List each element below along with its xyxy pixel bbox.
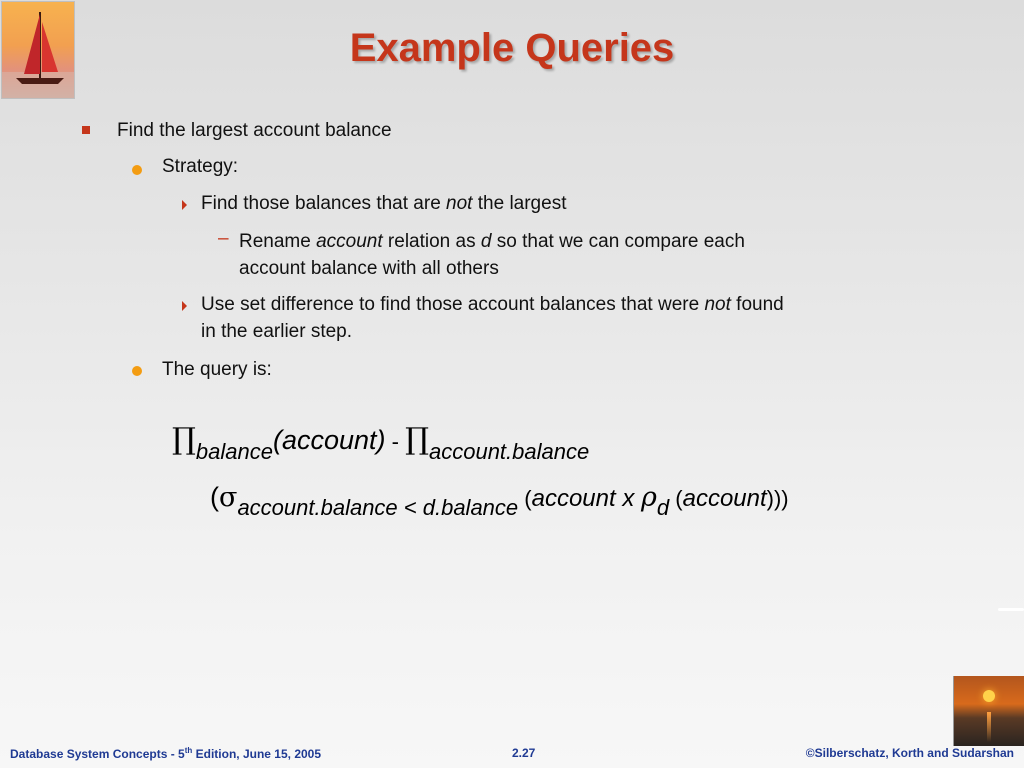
light-glint-decoration: [998, 608, 1024, 611]
sun-icon: [983, 690, 995, 702]
formula-text: account x: [531, 485, 642, 512]
footer-text: Edition, June 15, 2005: [192, 747, 322, 761]
projection-symbol: ∏: [405, 422, 429, 457]
formula-paren: (: [210, 482, 219, 512]
bullet-level2-item-strategy: Strategy:: [162, 156, 239, 177]
bullet-level2-item-query: The query is:: [162, 359, 272, 380]
selection-symbol: σ: [219, 482, 238, 513]
sun-reflection: [987, 712, 991, 742]
rename-symbol: ρ: [641, 482, 657, 513]
formula-subscript: d: [656, 495, 670, 520]
formula-subscript: account.balance < d.balance: [237, 495, 519, 520]
bullet-text: Find those balances that are: [201, 193, 447, 214]
sunset-icon: [953, 676, 1024, 746]
bullet-level3-item-set-difference: [201, 291, 784, 318]
bullet-level3-continuation: in the earlier step.: [201, 321, 353, 342]
relational-algebra-formula-line2: [210, 482, 789, 520]
bullet-level4-item-rename: [239, 228, 745, 255]
bullet-text: Use set difference to find those account balances that were: [201, 294, 705, 315]
emphasis-text: not: [704, 294, 731, 315]
emphasis-text: not: [446, 193, 473, 214]
footer-left-text: [10, 746, 321, 761]
formula-subscript: balance: [195, 439, 273, 464]
formula-subscript: account.balance: [428, 439, 590, 464]
formula-text: (account): [272, 425, 386, 455]
formula-text: account: [682, 485, 767, 512]
bullet-level4-continuation: account balance with all others: [239, 258, 499, 279]
bullet-level3-item-find-balances: [201, 190, 566, 217]
square-bullet-icon: [82, 126, 90, 134]
relational-algebra-formula-line1: [172, 422, 590, 464]
triangle-bullet-icon: [182, 301, 187, 311]
bullet-level1-item: Find the largest account balance: [117, 120, 392, 141]
footer-superscript: th: [184, 746, 193, 755]
orange-dot-bullet-icon: [132, 366, 142, 376]
bullet-text: relation as: [382, 231, 481, 252]
emphasis-text: account: [316, 231, 383, 252]
projection-symbol: ∏: [172, 422, 196, 457]
orange-dot-bullet-icon: [132, 165, 142, 175]
footer-text: Database System Concepts - 5: [10, 747, 185, 761]
bullet-text: Rename: [239, 231, 317, 252]
bullet-text: so that we can compare each: [491, 231, 745, 252]
formula-paren: ))): [766, 486, 789, 511]
bullet-text: the largest: [472, 193, 567, 214]
triangle-bullet-icon: [182, 200, 187, 210]
footer-page-number: 2.27: [512, 746, 536, 760]
emphasis-text: d: [480, 231, 492, 252]
footer-copyright: ©Silberschatz, Korth and Sudarshan: [805, 746, 1014, 760]
dash-bullet-icon: –: [218, 228, 229, 249]
slide-title: Example Queries: [349, 26, 675, 70]
formula-paren: (: [518, 486, 532, 511]
formula-operator: -: [385, 429, 406, 454]
bullet-text: found: [730, 294, 784, 315]
formula-paren: (: [669, 486, 683, 511]
